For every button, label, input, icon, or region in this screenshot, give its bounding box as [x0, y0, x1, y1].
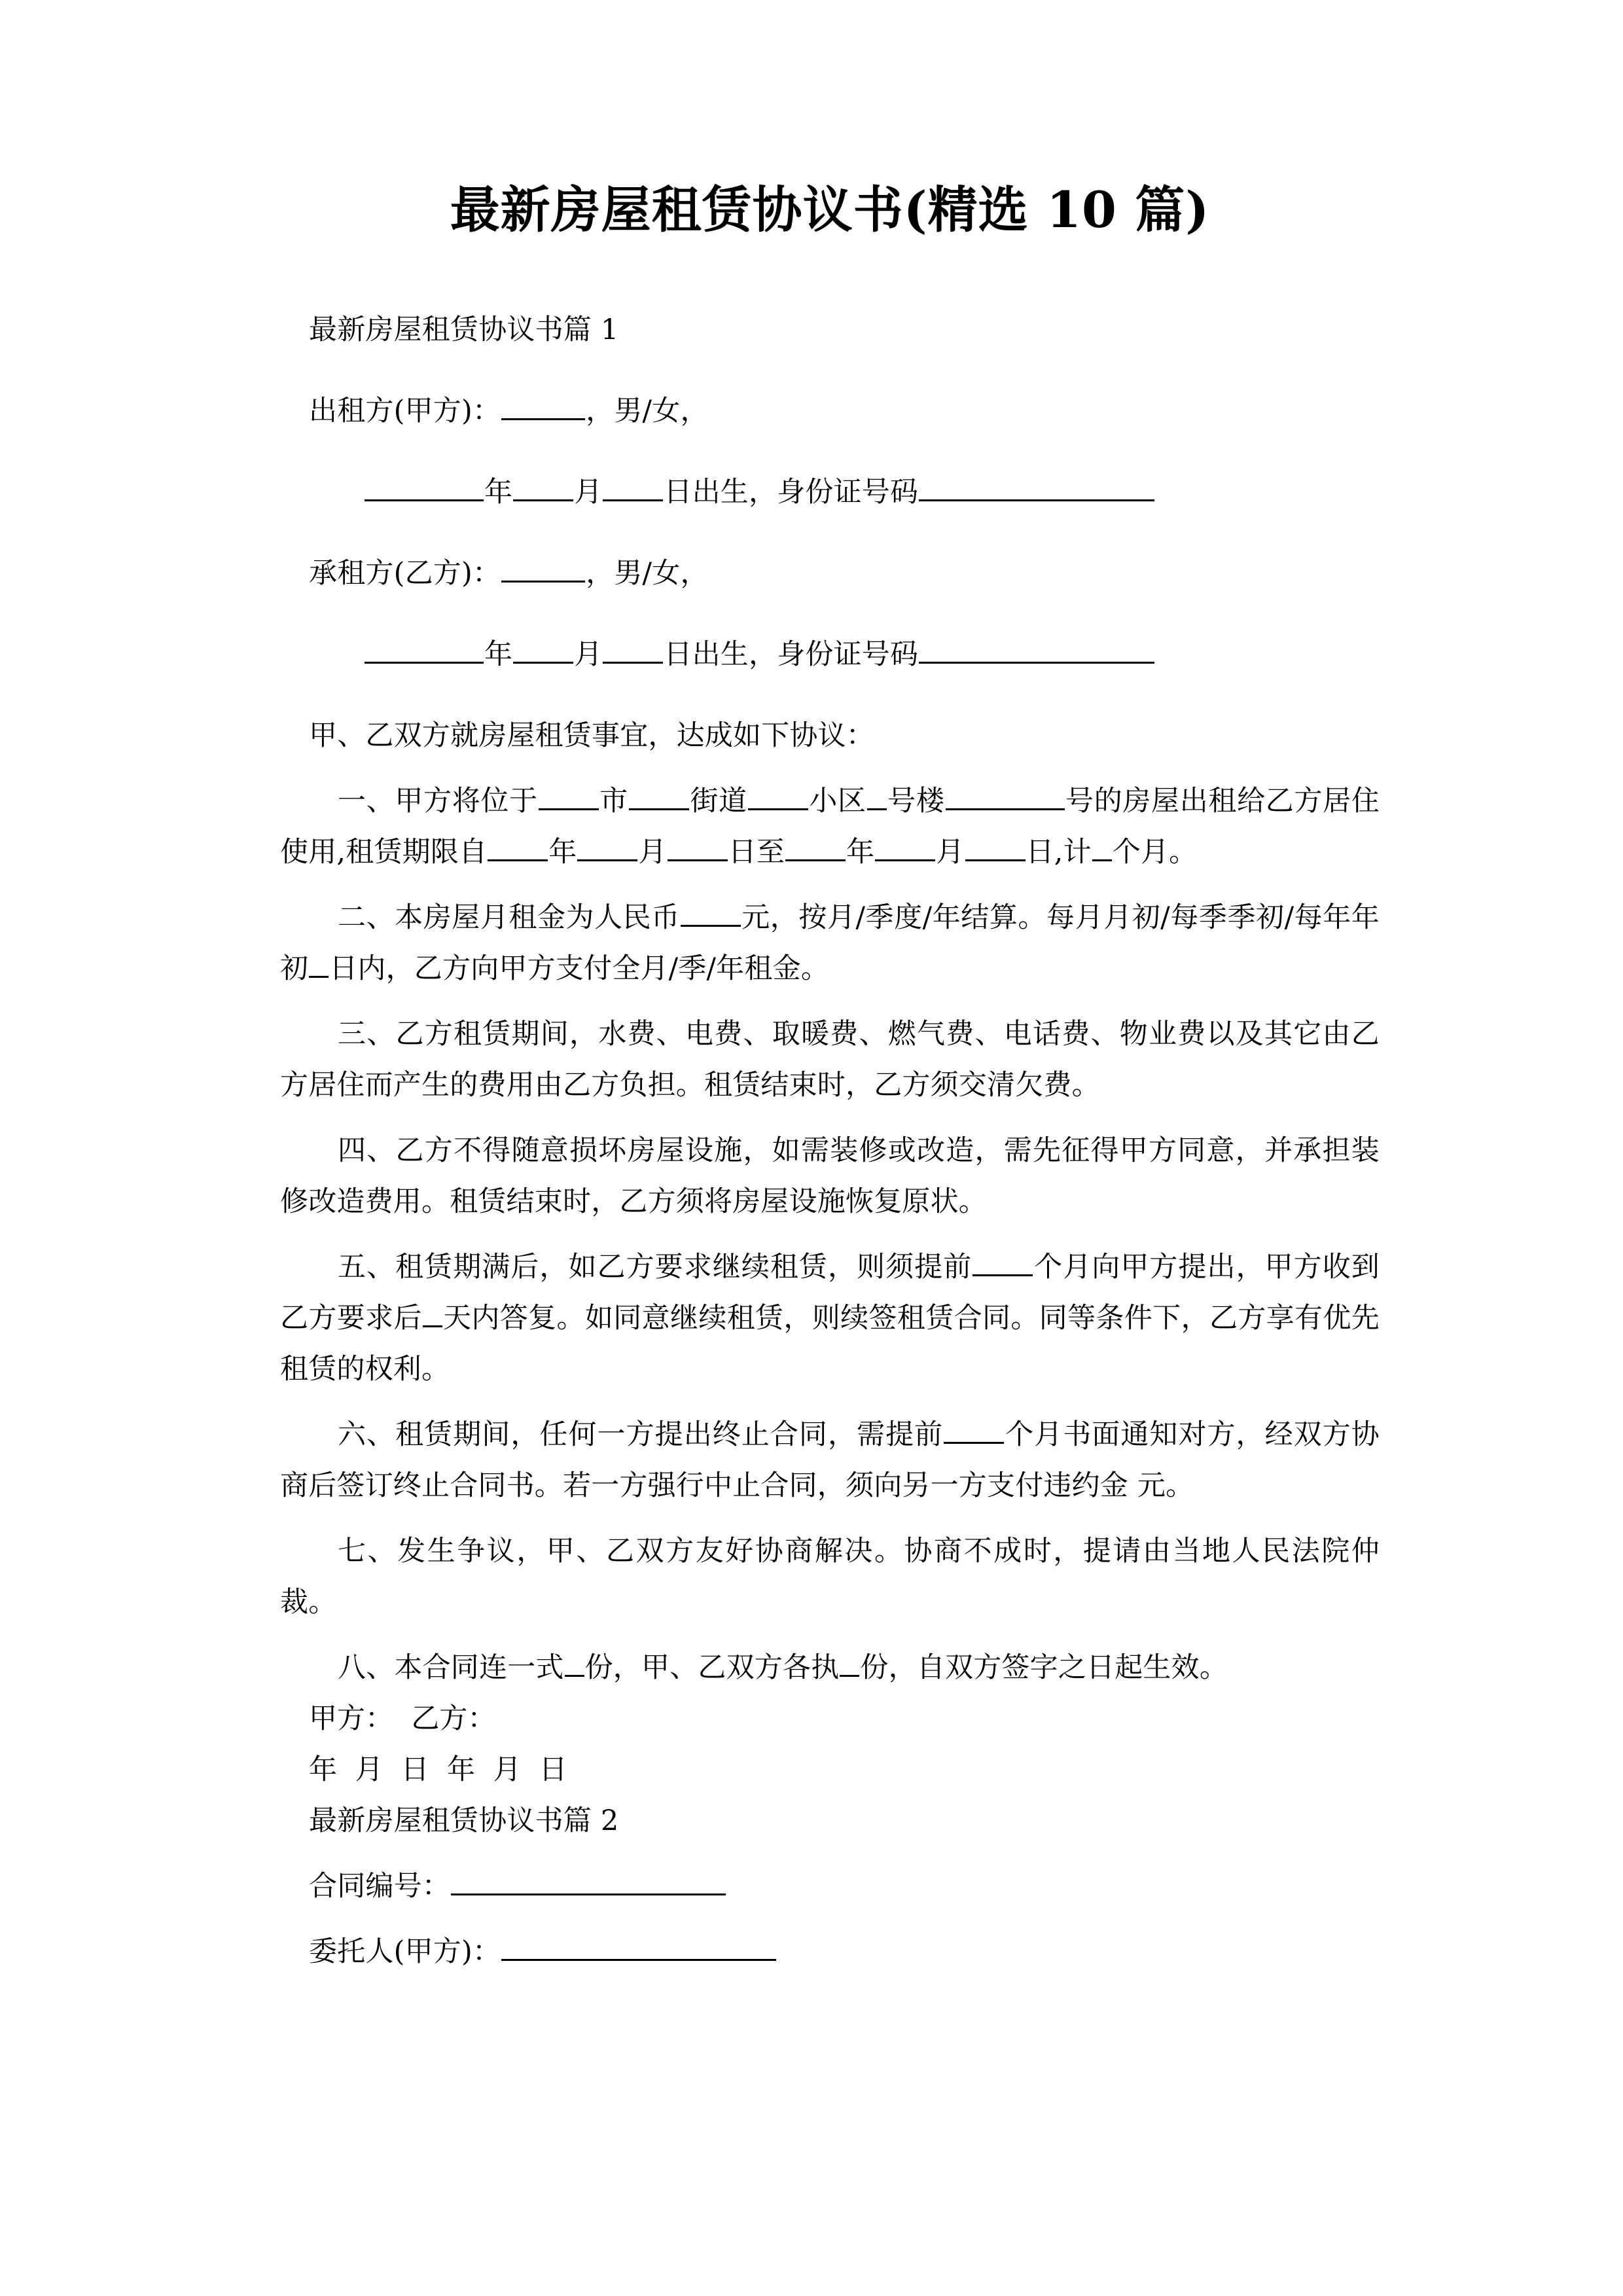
- clause-4: 四、乙方不得随意损坏房屋设施，如需装修或改造，需先征得甲方同意，并承担装修改造费用。租赁结束时，乙方须将房屋设施恢复原状。: [280, 1134, 1380, 1219]
- clause-1-text-e: 号楼: [887, 785, 945, 818]
- clause-1-city-blank[interactable]: [539, 783, 599, 811]
- clause-1-room-blank[interactable]: [946, 783, 1065, 811]
- contract-number-blank[interactable]: [451, 1868, 726, 1896]
- clause-8: [280, 1642, 1380, 1693]
- lessee-label: 承租方(乙方)：: [309, 557, 501, 590]
- lessor-birth-day-blank[interactable]: [603, 474, 663, 502]
- signature-dates-line[interactable]: 年 月 日 年 月 日: [309, 1753, 567, 1787]
- clause-1-start-year-blank[interactable]: [488, 834, 548, 862]
- entruster-label: 委托人(甲方)：: [309, 1935, 501, 1969]
- clause-1-text-h: 月: [638, 836, 667, 869]
- contract-number-line: [280, 1861, 1380, 1912]
- clause-1-start-day-blank[interactable]: [668, 834, 728, 862]
- clause-1-months-blank[interactable]: [1092, 834, 1112, 862]
- clause-6-text-a: 六、租赁期间，任何一方提出终止合同，需提前: [338, 1418, 944, 1452]
- lessee-birth-month-label: 月: [574, 638, 603, 672]
- entruster-blank[interactable]: [501, 1933, 776, 1962]
- clause-5-text-b: 个月向甲方提出，甲方收到乙方要求后: [280, 1251, 1380, 1335]
- agreement-preamble: 甲、乙双方就房屋租赁事宜，达成如下协议：: [309, 719, 874, 753]
- clause-5-notice-months-blank[interactable]: [972, 1249, 1033, 1277]
- clause-2-days-blank[interactable]: [309, 950, 329, 978]
- clause-2-text-b: 元，按月/季度/年结算。每月月初/每季季初/每年年初: [280, 901, 1380, 986]
- clause-6-text-b: 个月书面通知对方，经双方协商后签订终止合同书。若一方强行中止合同，须向另一方支付违约金 元。: [280, 1418, 1380, 1503]
- lessee-name-blank[interactable]: [501, 555, 585, 583]
- lessee-id-blank[interactable]: [919, 636, 1154, 664]
- clause-1-text-k: 月: [936, 836, 965, 869]
- clause-6: [280, 1409, 1380, 1511]
- clause-1-text-j: 年: [846, 836, 875, 869]
- lessee-birth-line: [280, 629, 1380, 680]
- clause-1-text-f: 号的房屋出租给乙方居住使用,租赁期限自: [280, 785, 1380, 869]
- clause-1-building-blank[interactable]: [867, 783, 887, 811]
- clause-1-text-d: 小区: [808, 785, 866, 818]
- clause-1-text-b: 市: [599, 785, 628, 818]
- clause-1-text-c: 街道: [689, 785, 747, 818]
- lessor-birth-month-blank[interactable]: [513, 474, 573, 502]
- clause-8-text-c: 份，自双方签字之日起生效。: [860, 1651, 1228, 1685]
- lessee-birth-year-blank[interactable]: [365, 636, 484, 664]
- document-content: [280, 0, 1380, 1977]
- clause-1-text-l: 日,计: [1026, 836, 1092, 869]
- lessor-birth-day-label: 日出生，身份证号码: [664, 476, 919, 509]
- lessee-gender-label: ，男/女，: [586, 557, 709, 590]
- lessor-name-blank[interactable]: [501, 393, 585, 421]
- clause-6-notice-months-blank[interactable]: [944, 1416, 1004, 1444]
- signature-parties-line[interactable]: 甲方： 乙方：: [309, 1702, 496, 1736]
- contract-number-label: 合同编号：: [309, 1870, 450, 1903]
- page-title: 最新房屋租赁协议书(精选 10 篇): [450, 181, 1210, 239]
- lessor-gender-label: ，男/女，: [586, 395, 709, 428]
- clause-5-reply-days-blank[interactable]: [423, 1300, 442, 1328]
- lessor-line: [280, 386, 1380, 437]
- clause-1: [280, 776, 1380, 878]
- clause-1-end-day-blank[interactable]: [965, 834, 1026, 862]
- clause-5-text-c: 天内答复。如同意继续租赁，则续签租赁合同。同等条件下，乙方享有优先租赁的权利。: [280, 1302, 1380, 1386]
- clause-2-text-a: 二、本房屋月租金为人民币: [338, 901, 680, 935]
- clause-8-copies-each-blank[interactable]: [840, 1649, 859, 1677]
- lessee-birth-day-label: 日出生，身份证号码: [664, 638, 919, 672]
- clause-2-rent-blank[interactable]: [681, 899, 741, 927]
- clause-1-community-blank[interactable]: [748, 783, 808, 811]
- section-2-heading: 最新房屋租赁协议书篇 2: [309, 1804, 619, 1838]
- lessor-birth-year-label: 年: [484, 476, 513, 509]
- clause-1-text-g: 年: [548, 836, 577, 869]
- section-1-heading: 最新房屋租赁协议书篇 1: [309, 314, 619, 347]
- clause-7: 七、发生争议，甲、乙双方友好协商解决。协商不成时，提请由当地人民法院仲裁。: [280, 1535, 1380, 1619]
- lessee-birth-year-label: 年: [484, 638, 513, 672]
- clause-8-text-b: 份，甲、乙双方各执: [584, 1651, 840, 1685]
- clause-8-text-a: 八、本合同连一式: [338, 1651, 564, 1685]
- clause-1-text-a: 一、甲方将位于: [338, 785, 538, 818]
- clause-2: [280, 892, 1380, 994]
- clause-1-text-i: 日至: [728, 836, 785, 869]
- lessee-line: [280, 548, 1380, 599]
- clause-3: 三、乙方租赁期间，水费、电费、取暖费、燃气费、电话费、物业费以及其它由乙方居住而产生的费用由乙方负担。租赁结束时，乙方须交清欠费。: [280, 1018, 1380, 1102]
- clause-1-end-year-blank[interactable]: [785, 834, 846, 862]
- clause-5: [280, 1242, 1380, 1395]
- lessor-id-blank[interactable]: [919, 474, 1154, 502]
- lessee-birth-day-blank[interactable]: [603, 636, 663, 664]
- clause-1-end-month-blank[interactable]: [875, 834, 935, 862]
- clause-5-text-a: 五、租赁期满后，如乙方要求继续租赁，则须提前: [338, 1251, 972, 1284]
- lessee-birth-month-blank[interactable]: [513, 636, 573, 664]
- clause-1-street-blank[interactable]: [629, 783, 689, 811]
- lessor-birth-month-label: 月: [574, 476, 603, 509]
- lessor-label: 出租方(甲方)：: [309, 395, 501, 428]
- clause-1-text-m: 个月。: [1112, 836, 1198, 869]
- clause-1-start-month-blank[interactable]: [577, 834, 637, 862]
- clause-8-copies-total-blank[interactable]: [565, 1649, 584, 1677]
- lessor-birth-line: [280, 467, 1380, 518]
- clause-2-text-c: 日内，乙方向甲方支付全月/季/年租金。: [329, 952, 829, 986]
- lessor-birth-year-blank[interactable]: [365, 474, 484, 502]
- entruster-line: [280, 1926, 1380, 1977]
